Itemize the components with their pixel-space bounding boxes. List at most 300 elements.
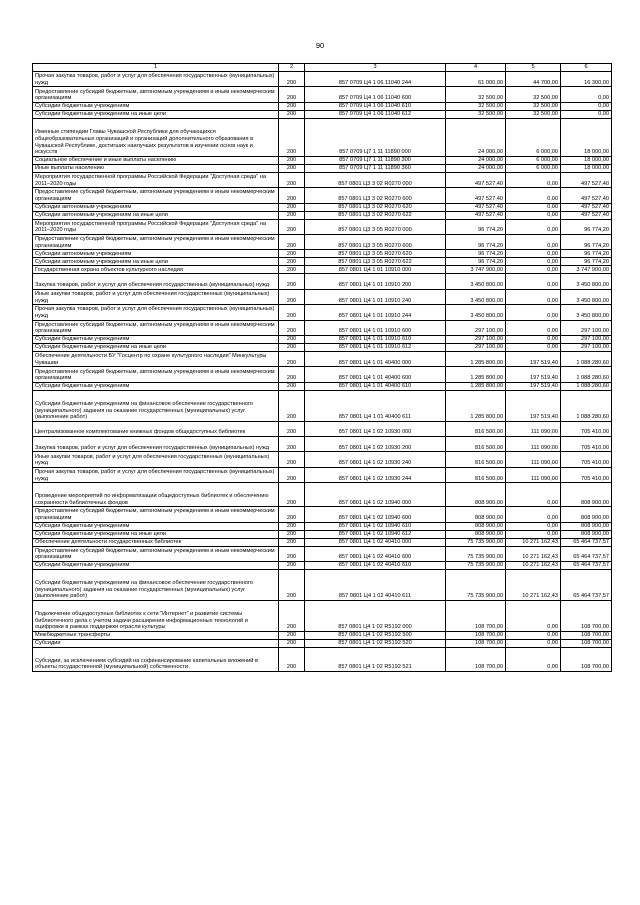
- row-code-line-cell: 200: [279, 102, 305, 110]
- row-name-cell: Субсидии бюджетным учреждениям на финансовое обеспечение государственного (муниципального) задания на оказание государственных (муниципальных) услуг (выполнение работ): [33, 570, 279, 601]
- table-row: [33, 421, 612, 436]
- row-amount-remaining-cell: 18 000,00: [561, 156, 612, 164]
- row-name-cell: Прочая закупка товаров, работ и услуг для обеспечения государственных (муниципальных) нужд: [33, 72, 279, 87]
- row-amount-plan-cell: 96 774,20: [446, 250, 506, 258]
- row-amount-remaining-cell: 497 527,40: [561, 203, 612, 211]
- row-amount-remaining-cell: 808 900,00: [561, 483, 612, 507]
- row-name-cell: Субсидии бюджетным учреждениям на иные цели: [33, 110, 279, 118]
- row-amount-executed-cell: 10 271 162,43: [506, 546, 561, 561]
- row-code-line-cell: 200: [279, 530, 305, 538]
- table-row: [33, 102, 612, 110]
- row-classification-code-cell: 857 0801 Ц4 1 01 10910 240: [305, 289, 446, 304]
- row-classification-code-cell: 857 0801 Ц4 1 02 10930 240: [305, 452, 446, 467]
- row-amount-executed-cell: 0,00: [506, 305, 561, 320]
- row-classification-code-cell: 857 0709 Ц4 1 06 11040 600: [305, 87, 446, 102]
- row-code-line-cell: 200: [279, 87, 305, 102]
- row-amount-executed-cell: 0,00: [506, 258, 561, 266]
- table-row: [33, 601, 612, 632]
- row-code-line-cell: 200: [279, 437, 305, 452]
- row-amount-executed-cell: 0,00: [506, 172, 561, 187]
- row-amount-executed-cell: 0,00: [506, 266, 561, 274]
- row-amount-plan-cell: 808 900,00: [446, 483, 506, 507]
- table-row: [33, 219, 612, 234]
- row-amount-executed-cell: 0,00: [506, 234, 561, 249]
- row-amount-remaining-cell: 3 747 900,00: [561, 266, 612, 274]
- header-col-5: 5: [506, 64, 561, 72]
- row-amount-remaining-cell: 808 900,00: [561, 530, 612, 538]
- table-row: [33, 87, 612, 102]
- row-code-line-cell: 200: [279, 172, 305, 187]
- header-col-1: 1: [33, 64, 279, 72]
- row-amount-plan-cell: 3 747 900,00: [446, 266, 506, 274]
- table-row: [33, 110, 612, 118]
- row-classification-code-cell: 857 0801 Ц3 3 02 R0270 620: [305, 203, 446, 211]
- row-amount-executed-cell: 197 519,40: [506, 351, 561, 366]
- row-code-line-cell: 200: [279, 367, 305, 382]
- row-classification-code-cell: 857 0801 Ц3 3 02 R0270 600: [305, 188, 446, 203]
- row-amount-remaining-cell: 108 700,00: [561, 632, 612, 640]
- row-classification-code-cell: 857 0801 Ц3 3 02 R0270 000: [305, 172, 446, 187]
- table-row: [33, 274, 612, 289]
- row-code-line-cell: 200: [279, 110, 305, 118]
- row-name-cell: Субсидии бюджетным учреждениям: [33, 522, 279, 530]
- row-amount-remaining-cell: 96 774,20: [561, 258, 612, 266]
- row-classification-code-cell: 857 0709 Ц7 1 11 11890 360: [305, 164, 446, 172]
- row-name-cell: Субсидии: [33, 640, 279, 648]
- row-classification-code-cell: 857 0801 Ц4 1 01 40400 610: [305, 382, 446, 390]
- row-code-line-cell: 200: [279, 266, 305, 274]
- row-code-line-cell: 200: [279, 335, 305, 343]
- row-amount-executed-cell: 0,00: [506, 188, 561, 203]
- row-amount-remaining-cell: 0,00: [561, 110, 612, 118]
- row-classification-code-cell: 857 0801 Ц4 1 02 40410 611: [305, 570, 446, 601]
- row-amount-plan-cell: 1 285 800,00: [446, 367, 506, 382]
- table-header-row: [33, 64, 612, 72]
- row-code-line-cell: 200: [279, 203, 305, 211]
- row-name-cell: Предоставление субсидий бюджетным, автономным учреждениям и иным некоммерческим организациям: [33, 507, 279, 522]
- row-name-cell: Субсидии бюджетным учреждениям: [33, 335, 279, 343]
- row-amount-executed-cell: 197 519,40: [506, 390, 561, 421]
- row-classification-code-cell: 857 0801 Ц4 1 02 10930 200: [305, 437, 446, 452]
- table-row: [33, 467, 612, 482]
- row-amount-remaining-cell: 1 088 280,60: [561, 351, 612, 366]
- table-row: [33, 234, 612, 249]
- row-amount-plan-cell: 3 450 800,00: [446, 274, 506, 289]
- row-amount-plan-cell: 497 527,40: [446, 203, 506, 211]
- row-amount-executed-cell: 32 500,00: [506, 110, 561, 118]
- row-code-line-cell: 200: [279, 343, 305, 351]
- row-classification-code-cell: 857 0801 Ц3 3 05 R0270 620: [305, 250, 446, 258]
- row-amount-remaining-cell: 705 410,00: [561, 421, 612, 436]
- row-name-cell: Межбюджетные трансферты: [33, 632, 279, 640]
- row-amount-remaining-cell: 497 527,40: [561, 188, 612, 203]
- row-amount-executed-cell: 0,00: [506, 335, 561, 343]
- row-amount-remaining-cell: 3 450 800,00: [561, 305, 612, 320]
- row-code-line-cell: 200: [279, 274, 305, 289]
- row-amount-remaining-cell: 705 410,00: [561, 467, 612, 482]
- row-amount-remaining-cell: 497 527,40: [561, 172, 612, 187]
- row-name-cell: Субсидии автономным учреждениям на иные цели: [33, 258, 279, 266]
- row-amount-remaining-cell: 297 100,00: [561, 320, 612, 335]
- row-amount-plan-cell: 108 700,00: [446, 648, 506, 672]
- budget-table: [32, 63, 612, 672]
- row-code-line-cell: 200: [279, 118, 305, 156]
- row-amount-executed-cell: 0,00: [506, 648, 561, 672]
- row-name-cell: Мероприятия государственной программы Российской Федерации "Доступная среда" на 2011–2020 годы: [33, 172, 279, 187]
- row-classification-code-cell: 857 0801 Ц4 1 02 R5192 521: [305, 648, 446, 672]
- row-amount-executed-cell: 111 090,00: [506, 467, 561, 482]
- row-amount-plan-cell: 108 700,00: [446, 601, 506, 632]
- table-row: [33, 172, 612, 187]
- row-name-cell: Субсидии бюджетным учреждениям на иные цели: [33, 343, 279, 351]
- row-classification-code-cell: 857 0801 Ц4 1 02 10940 610: [305, 522, 446, 530]
- row-amount-plan-cell: 497 527,40: [446, 211, 506, 219]
- table-row: [33, 507, 612, 522]
- row-amount-plan-cell: 297 100,00: [446, 320, 506, 335]
- row-classification-code-cell: 857 0801 Ц4 1 02 40410 000: [305, 538, 446, 546]
- row-classification-code-cell: 857 0801 Ц3 3 05 R0270 000: [305, 219, 446, 234]
- row-name-cell: Иные закупки товаров, работ и услуг для обеспечения государственных (муниципальных) нужд: [33, 452, 279, 467]
- row-amount-executed-cell: 0,00: [506, 219, 561, 234]
- row-classification-code-cell: 857 0801 Ц4 1 02 R5192 000: [305, 601, 446, 632]
- row-code-line-cell: 200: [279, 211, 305, 219]
- row-name-cell: Субсидии бюджетным учреждениям на иные цели: [33, 530, 279, 538]
- row-classification-code-cell: 857 0801 Ц4 1 02 R5192 520: [305, 640, 446, 648]
- row-name-cell: Закупка товаров, работ и услуг для обеспечения государственных (муниципальных) нужд: [33, 274, 279, 289]
- table-row: [33, 538, 612, 546]
- row-amount-remaining-cell: 1 088 280,60: [561, 367, 612, 382]
- row-name-cell: Субсидии бюджетным учреждениям на финансовое обеспечение государственного (муниципального) задания на оказание государственных (муниципальных) услуг (выполнение работ): [33, 390, 279, 421]
- row-amount-remaining-cell: 705 410,00: [561, 452, 612, 467]
- table-row: [33, 530, 612, 538]
- row-amount-plan-cell: 96 774,20: [446, 234, 506, 249]
- row-code-line-cell: 200: [279, 219, 305, 234]
- row-name-cell: Иные закупки товаров, работ и услуг для обеспечения государственных (муниципальных) нужд: [33, 289, 279, 304]
- row-classification-code-cell: 857 0801 Ц4 1 02 10940 000: [305, 483, 446, 507]
- row-amount-remaining-cell: 1 088 280,60: [561, 390, 612, 421]
- row-code-line-cell: 200: [279, 452, 305, 467]
- row-amount-remaining-cell: 96 774,20: [561, 250, 612, 258]
- table-row: [33, 258, 612, 266]
- row-amount-plan-cell: 24 000,00: [446, 164, 506, 172]
- row-amount-plan-cell: 297 100,00: [446, 335, 506, 343]
- row-code-line-cell: 200: [279, 156, 305, 164]
- row-classification-code-cell: 857 0801 Ц4 1 02 10940 612: [305, 530, 446, 538]
- row-code-line-cell: 200: [279, 507, 305, 522]
- table-row: [33, 118, 612, 156]
- row-amount-executed-cell: 0,00: [506, 289, 561, 304]
- row-name-cell: Иные выплаты населению: [33, 164, 279, 172]
- row-name-cell: Прочая закупка товаров, работ и услуг для обеспечения государственных (муниципальных) нужд: [33, 305, 279, 320]
- row-amount-plan-cell: 75 735 900,00: [446, 570, 506, 601]
- row-amount-executed-cell: 0,00: [506, 320, 561, 335]
- row-classification-code-cell: 857 0801 Ц4 1 01 10910 612: [305, 343, 446, 351]
- row-amount-plan-cell: 32 500,00: [446, 102, 506, 110]
- table-row: [33, 164, 612, 172]
- row-amount-plan-cell: 3 450 800,00: [446, 289, 506, 304]
- row-amount-remaining-cell: 65 464 737,57: [561, 562, 612, 570]
- row-classification-code-cell: 857 0709 Ц7 1 11 11890 000: [305, 118, 446, 156]
- row-classification-code-cell: 857 0801 Ц4 1 02 10930 000: [305, 421, 446, 436]
- table-row: [33, 367, 612, 382]
- row-classification-code-cell: 857 0801 Ц4 1 01 40400 600: [305, 367, 446, 382]
- row-amount-executed-cell: 0,00: [506, 640, 561, 648]
- row-amount-plan-cell: 1 285 800,00: [446, 382, 506, 390]
- row-amount-plan-cell: 24 000,00: [446, 156, 506, 164]
- row-classification-code-cell: 857 0801 Ц4 1 01 40400 611: [305, 390, 446, 421]
- row-name-cell: Предоставление субсидий бюджетным, автономным учреждениям и иным некоммерческим организациям: [33, 367, 279, 382]
- row-amount-remaining-cell: 297 100,00: [561, 335, 612, 343]
- row-name-cell: Субсидии автономным учреждениям на иные цели: [33, 211, 279, 219]
- row-amount-plan-cell: 297 100,00: [446, 343, 506, 351]
- row-classification-code-cell: 857 0801 Ц3 3 05 R0270 600: [305, 234, 446, 249]
- row-amount-remaining-cell: 0,00: [561, 102, 612, 110]
- row-name-cell: Централизованное комплектование книжных фондов общедоступных библиотек: [33, 421, 279, 436]
- row-code-line-cell: 200: [279, 382, 305, 390]
- table-row: [33, 320, 612, 335]
- row-classification-code-cell: 857 0801 Ц4 1 02 R5192 500: [305, 632, 446, 640]
- row-amount-plan-cell: 75 735 900,00: [446, 546, 506, 561]
- row-amount-plan-cell: 3 450 800,00: [446, 305, 506, 320]
- row-amount-executed-cell: 6 000,00: [506, 156, 561, 164]
- row-amount-executed-cell: 111 090,00: [506, 421, 561, 436]
- row-amount-executed-cell: 0,00: [506, 632, 561, 640]
- row-amount-remaining-cell: 18 000,00: [561, 164, 612, 172]
- row-classification-code-cell: 857 0801 Ц3 3 05 R0270 622: [305, 258, 446, 266]
- row-name-cell: Обеспечение деятельности государственных библиотек: [33, 538, 279, 546]
- row-code-line-cell: 200: [279, 570, 305, 601]
- row-code-line-cell: 200: [279, 562, 305, 570]
- row-amount-plan-cell: 32 500,00: [446, 87, 506, 102]
- row-code-line-cell: 200: [279, 546, 305, 561]
- row-name-cell: Мероприятия государственной программы Российской Федерации "Доступная среда" на 2011–2020 годы: [33, 219, 279, 234]
- row-name-cell: Субсидии, за исключением субсидий на софинансирование капитальных вложений в объекты государственной (муниципальной) собственности: [33, 648, 279, 672]
- row-name-cell: Подключение общедоступных библиотек к сети "Интернет" и развитие системы библиотечного дела с учетом задачи расширения информационных технологий и оцифровки в рамках поддержки отрасли культуры: [33, 601, 279, 632]
- table-row: [33, 390, 612, 421]
- row-code-line-cell: 200: [279, 522, 305, 530]
- row-amount-plan-cell: 96 774,20: [446, 258, 506, 266]
- row-name-cell: Субсидии автономным учреждениям: [33, 203, 279, 211]
- row-amount-plan-cell: 816 500,00: [446, 452, 506, 467]
- row-classification-code-cell: 857 0801 Ц4 1 02 10930 244: [305, 467, 446, 482]
- row-amount-executed-cell: 0,00: [506, 507, 561, 522]
- row-amount-plan-cell: 96 774,20: [446, 219, 506, 234]
- row-name-cell: Субсидии бюджетным учреждениям: [33, 562, 279, 570]
- row-amount-executed-cell: 0,00: [506, 250, 561, 258]
- row-amount-plan-cell: 61 000,00: [446, 72, 506, 87]
- row-amount-executed-cell: 111 090,00: [506, 437, 561, 452]
- table-row: [33, 452, 612, 467]
- row-name-cell: Прочая закупка товаров, работ и услуг для обеспечения государственных (муниципальных) нужд: [33, 467, 279, 482]
- row-name-cell: Субсидии бюджетным учреждениям: [33, 382, 279, 390]
- row-amount-remaining-cell: 297 100,00: [561, 343, 612, 351]
- table-body: [33, 72, 612, 672]
- row-code-line-cell: 200: [279, 72, 305, 87]
- row-amount-remaining-cell: 705 410,00: [561, 437, 612, 452]
- row-code-line-cell: 200: [279, 538, 305, 546]
- row-amount-remaining-cell: 18 000,00: [561, 118, 612, 156]
- row-amount-plan-cell: 497 527,40: [446, 172, 506, 187]
- row-code-line-cell: 200: [279, 632, 305, 640]
- table-row: [33, 188, 612, 203]
- table-row: [33, 343, 612, 351]
- table-row: [33, 562, 612, 570]
- header-col-4: 4: [446, 64, 506, 72]
- row-code-line-cell: 200: [279, 601, 305, 632]
- table-row: [33, 437, 612, 452]
- row-amount-executed-cell: 0,00: [506, 211, 561, 219]
- table-row: [33, 203, 612, 211]
- table-row: [33, 648, 612, 672]
- table-row: [33, 289, 612, 304]
- row-classification-code-cell: 857 0709 Ц7 1 11 11890 300: [305, 156, 446, 164]
- row-amount-executed-cell: 0,00: [506, 274, 561, 289]
- row-amount-plan-cell: 24 000,00: [446, 118, 506, 156]
- row-classification-code-cell: 857 0801 Ц4 1 01 10910 244: [305, 305, 446, 320]
- table-row: [33, 72, 612, 87]
- row-classification-code-cell: 857 0801 Ц4 1 02 40410 610: [305, 562, 446, 570]
- row-amount-plan-cell: 108 700,00: [446, 640, 506, 648]
- row-amount-executed-cell: 111 090,00: [506, 452, 561, 467]
- row-code-line-cell: 200: [279, 250, 305, 258]
- row-amount-executed-cell: 32 500,00: [506, 102, 561, 110]
- row-classification-code-cell: 857 0801 Ц4 1 01 10910 610: [305, 335, 446, 343]
- row-amount-executed-cell: 0,00: [506, 601, 561, 632]
- row-name-cell: Обеспечение деятельности БУ "Госцентр по охране культурного наследия" Минкультуры Чувашии: [33, 351, 279, 366]
- table-row: [33, 335, 612, 343]
- row-amount-remaining-cell: 108 700,00: [561, 640, 612, 648]
- page-number: 90: [315, 41, 325, 50]
- row-classification-code-cell: 857 0801 Ц4 1 02 40410 600: [305, 546, 446, 561]
- row-amount-plan-cell: 108 700,00: [446, 632, 506, 640]
- table-row: [33, 266, 612, 274]
- row-name-cell: Закупка товаров, работ и услуг для обеспечения государственных (муниципальных) нужд: [33, 437, 279, 452]
- row-amount-executed-cell: 197 519,40: [506, 382, 561, 390]
- table-row: [33, 156, 612, 164]
- row-amount-executed-cell: 0,00: [506, 343, 561, 351]
- row-amount-plan-cell: 75 735 900,00: [446, 538, 506, 546]
- row-amount-executed-cell: 0,00: [506, 483, 561, 507]
- table-row: [33, 546, 612, 561]
- row-amount-executed-cell: 10 271 162,43: [506, 538, 561, 546]
- row-amount-plan-cell: 75 735 900,00: [446, 562, 506, 570]
- row-classification-code-cell: 857 0801 Ц4 1 01 10910 200: [305, 274, 446, 289]
- header-col-6: 6: [561, 64, 612, 72]
- row-amount-plan-cell: 1 285 800,00: [446, 351, 506, 366]
- row-name-cell: Предоставление субсидий бюджетным, автономным учреждениям и иным некоммерческим организациям: [33, 87, 279, 102]
- row-name-cell: Предоставление субсидий бюджетным, автономным учреждениям и иным некоммерческим организациям: [33, 234, 279, 249]
- row-amount-executed-cell: 6 000,00: [506, 118, 561, 156]
- table-row: [33, 351, 612, 366]
- row-code-line-cell: 200: [279, 483, 305, 507]
- row-classification-code-cell: 857 0801 Ц4 1 02 10940 600: [305, 507, 446, 522]
- row-amount-plan-cell: 808 900,00: [446, 522, 506, 530]
- row-classification-code-cell: 857 0709 Ц4 1 06 11040 610: [305, 102, 446, 110]
- row-amount-remaining-cell: 65 464 737,57: [561, 546, 612, 561]
- row-amount-plan-cell: 816 500,00: [446, 437, 506, 452]
- row-code-line-cell: 200: [279, 305, 305, 320]
- row-amount-executed-cell: 44 700,00: [506, 72, 561, 87]
- row-classification-code-cell: 857 0801 Ц4 1 01 10910 000: [305, 266, 446, 274]
- row-name-cell: Предоставление субсидий бюджетным, автономным учреждениям и иным некоммерческим организациям: [33, 546, 279, 561]
- row-name-cell: Субсидии бюджетным учреждениям: [33, 102, 279, 110]
- row-amount-remaining-cell: 96 774,20: [561, 234, 612, 249]
- row-classification-code-cell: 857 0801 Ц4 1 01 40400 000: [305, 351, 446, 366]
- row-amount-plan-cell: 32 500,00: [446, 110, 506, 118]
- row-amount-remaining-cell: 96 774,20: [561, 219, 612, 234]
- row-amount-remaining-cell: 3 450 800,00: [561, 274, 612, 289]
- table-row: [33, 250, 612, 258]
- row-amount-remaining-cell: 808 900,00: [561, 507, 612, 522]
- row-amount-plan-cell: 816 500,00: [446, 467, 506, 482]
- row-code-line-cell: 200: [279, 467, 305, 482]
- row-amount-remaining-cell: 808 900,00: [561, 522, 612, 530]
- table-row: [33, 305, 612, 320]
- row-amount-plan-cell: 808 900,00: [446, 530, 506, 538]
- row-amount-remaining-cell: 497 527,40: [561, 211, 612, 219]
- row-classification-code-cell: 857 0709 Ц4 1 06 11040 244: [305, 72, 446, 87]
- table-row: [33, 632, 612, 640]
- row-amount-executed-cell: 10 271 162,43: [506, 570, 561, 601]
- row-name-cell: Государственная охрана объектов культурного наследия: [33, 266, 279, 274]
- row-amount-remaining-cell: 65 464 737,57: [561, 538, 612, 546]
- row-amount-executed-cell: 10 271 162,43: [506, 562, 561, 570]
- header-col-3: 3: [305, 64, 446, 72]
- row-amount-remaining-cell: 108 700,00: [561, 648, 612, 672]
- row-code-line-cell: 200: [279, 234, 305, 249]
- table-row: [33, 483, 612, 507]
- table-row: [33, 522, 612, 530]
- row-classification-code-cell: 857 0801 Ц4 1 01 10910 600: [305, 320, 446, 335]
- header-col-2: 2: [279, 64, 305, 72]
- row-code-line-cell: 200: [279, 258, 305, 266]
- row-code-line-cell: 200: [279, 640, 305, 648]
- row-name-cell: Проведение мероприятий по информатизации общедоступных библиотек и обеспечению сохранности библиотечных фондов: [33, 483, 279, 507]
- row-name-cell: Социальное обеспечение и иные выплаты населению: [33, 156, 279, 164]
- row-amount-executed-cell: 197 519,40: [506, 367, 561, 382]
- row-code-line-cell: 200: [279, 390, 305, 421]
- row-amount-remaining-cell: 108 700,00: [561, 601, 612, 632]
- row-code-line-cell: 200: [279, 421, 305, 436]
- row-amount-plan-cell: 497 527,40: [446, 188, 506, 203]
- row-classification-code-cell: 857 0801 Ц3 3 02 R0270 622: [305, 211, 446, 219]
- row-amount-remaining-cell: 1 088 280,60: [561, 382, 612, 390]
- row-amount-remaining-cell: 3 450 800,00: [561, 289, 612, 304]
- row-classification-code-cell: 857 0709 Ц4 1 06 11040 612: [305, 110, 446, 118]
- row-amount-plan-cell: 808 900,00: [446, 507, 506, 522]
- row-name-cell: Субсидии автономным учреждениям: [33, 250, 279, 258]
- row-amount-executed-cell: 0,00: [506, 530, 561, 538]
- row-name-cell: Именные стипендии Главы Чувашской Республики для обучающихся общеобразовательных организаций и организаций дополнительного образования в Чувашской Республике, достигших наилучших результатов в изучении основ наук и искусств: [33, 118, 279, 156]
- row-amount-executed-cell: 6 000,00: [506, 164, 561, 172]
- row-amount-plan-cell: 1 285 800,00: [446, 390, 506, 421]
- row-code-line-cell: 200: [279, 320, 305, 335]
- row-amount-executed-cell: 0,00: [506, 522, 561, 530]
- row-amount-executed-cell: 0,00: [506, 203, 561, 211]
- table-row: [33, 382, 612, 390]
- row-code-line-cell: 200: [279, 351, 305, 366]
- row-code-line-cell: 200: [279, 164, 305, 172]
- row-amount-remaining-cell: 16 300,00: [561, 72, 612, 87]
- row-code-line-cell: 200: [279, 289, 305, 304]
- table-row: [33, 640, 612, 648]
- table-row: [33, 211, 612, 219]
- row-name-cell: Предоставление субсидий бюджетным, автономным учреждениям и иным некоммерческим организациям: [33, 320, 279, 335]
- row-code-line-cell: 200: [279, 648, 305, 672]
- row-amount-plan-cell: 816 500,00: [446, 421, 506, 436]
- row-amount-executed-cell: 32 500,00: [506, 87, 561, 102]
- row-code-line-cell: 200: [279, 188, 305, 203]
